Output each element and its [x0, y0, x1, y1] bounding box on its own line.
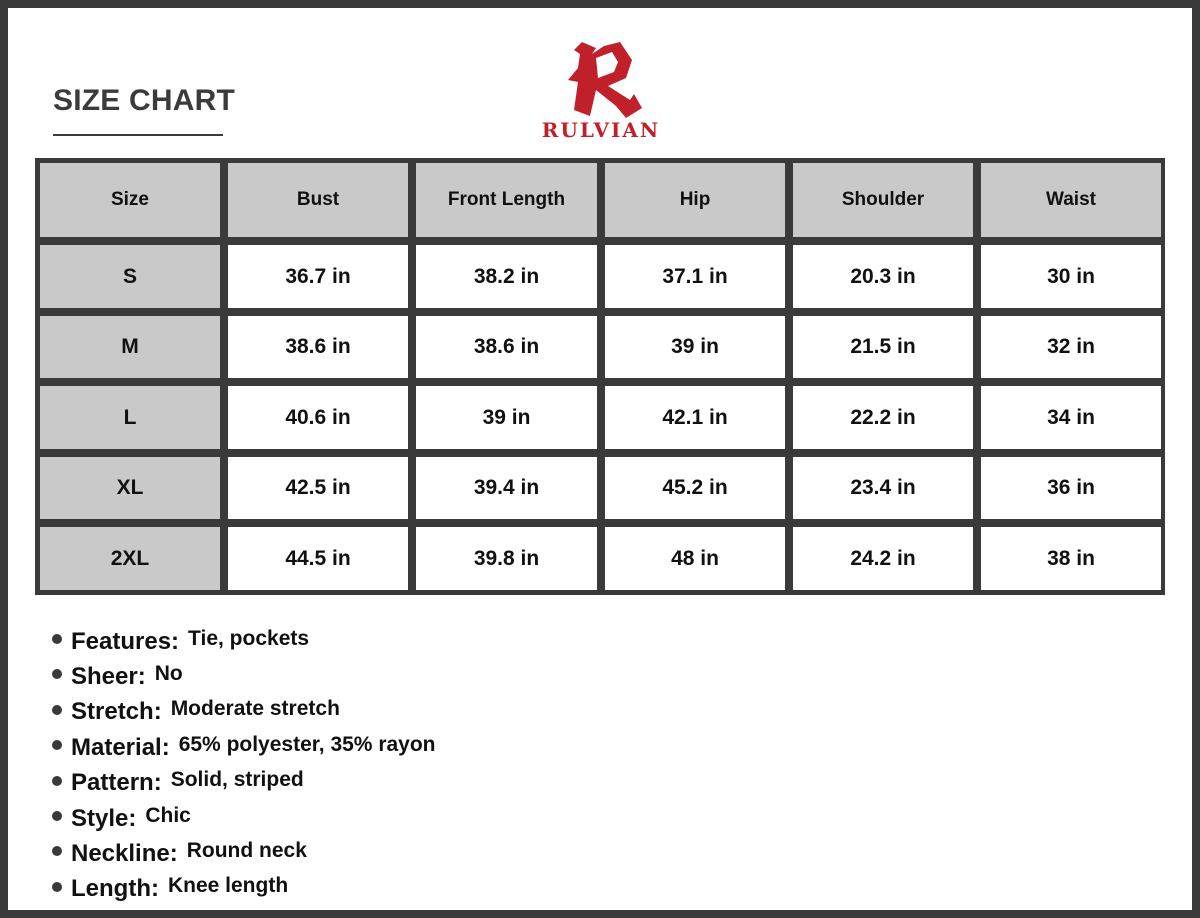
measurement-cell: 48 in: [605, 527, 785, 590]
feature-item: [52, 834, 436, 869]
size-label-cell: S: [40, 245, 220, 308]
column-header-0: Size: [40, 163, 220, 237]
size-table-grid: [35, 158, 1165, 595]
size-label-cell: XL: [40, 457, 220, 519]
bullet-icon: [52, 705, 62, 715]
measurement-cell: 24.2 in: [793, 527, 973, 590]
bullet-icon: [52, 740, 62, 750]
page-title: SIZE CHART: [53, 84, 235, 117]
measurement-cell: 42.1 in: [605, 386, 785, 449]
size-label-cell: L: [40, 386, 220, 449]
measurement-cell: 38 in: [981, 527, 1161, 590]
column-header-4: Shoulder: [793, 163, 973, 237]
column-header-3: Hip: [605, 163, 785, 237]
measurement-cell: 32 in: [981, 316, 1161, 378]
column-header-1: Bust: [228, 163, 408, 237]
feature-item: [52, 622, 436, 657]
feature-label: Stretch:: [71, 698, 162, 726]
feature-value: Moderate stretch: [170, 697, 340, 721]
feature-label: Material:: [71, 733, 170, 761]
measurement-cell: 39 in: [416, 386, 597, 449]
bullet-icon: [52, 776, 62, 786]
feature-item: [52, 728, 436, 763]
measurement-cell: 23.4 in: [793, 457, 973, 519]
measurement-cell: 45.2 in: [605, 457, 785, 519]
feature-value: Solid, striped: [170, 768, 304, 792]
bullet-icon: [52, 882, 62, 892]
feature-item: [52, 693, 436, 728]
feature-label: Length:: [71, 875, 159, 903]
title-underline: [53, 134, 223, 136]
feature-item: [52, 799, 436, 834]
bullet-icon: [52, 634, 62, 644]
feature-value: Knee length: [167, 874, 289, 898]
bullet-icon: [52, 846, 62, 856]
measurement-cell: 30 in: [981, 245, 1161, 308]
feature-label: Features:: [71, 627, 180, 655]
measurement-cell: 36.7 in: [228, 245, 408, 308]
size-label-cell: 2XL: [40, 527, 220, 590]
measurement-cell: 38.6 in: [228, 316, 408, 378]
measurement-cell: 42.5 in: [228, 457, 408, 519]
brand-logo: [530, 38, 672, 146]
column-header-5: Waist: [981, 163, 1161, 237]
feature-value: No: [154, 662, 183, 686]
measurement-cell: 38.6 in: [416, 316, 597, 378]
measurement-cell: 44.5 in: [228, 527, 408, 590]
measurement-cell: 37.1 in: [605, 245, 785, 308]
feature-label: Pattern:: [71, 769, 162, 797]
column-header-2: Front Length: [416, 163, 597, 237]
feature-label: Sheer:: [71, 663, 146, 691]
measurement-cell: 34 in: [981, 386, 1161, 449]
bullet-icon: [52, 811, 62, 821]
measurement-cell: 20.3 in: [793, 245, 973, 308]
features-list: [52, 622, 436, 905]
bullet-icon: [52, 669, 62, 679]
measurement-cell: 38.2 in: [416, 245, 597, 308]
measurement-cell: 36 in: [981, 457, 1161, 519]
feature-value: Chic: [145, 803, 191, 827]
feature-value: Round neck: [186, 839, 307, 863]
measurement-cell: 39 in: [605, 316, 785, 378]
feature-item: [52, 657, 436, 692]
feature-value: 65% polyester, 35% rayon: [178, 732, 436, 756]
measurement-cell: 22.2 in: [793, 386, 973, 449]
brand-name: RULVIAN: [541, 118, 661, 142]
feature-item: [52, 870, 436, 905]
measurement-cell: 39.4 in: [416, 457, 597, 519]
feature-value: Tie, pockets: [188, 626, 310, 650]
feature-label: Style:: [71, 804, 137, 832]
size-label-cell: M: [40, 316, 220, 378]
brand-logo-icon: [530, 38, 672, 118]
measurement-cell: 40.6 in: [228, 386, 408, 449]
measurement-cell: 39.8 in: [416, 527, 597, 590]
measurement-cell: 21.5 in: [793, 316, 973, 378]
feature-label: Neckline:: [71, 840, 178, 868]
feature-item: [52, 764, 436, 799]
size-table: [35, 158, 1165, 595]
